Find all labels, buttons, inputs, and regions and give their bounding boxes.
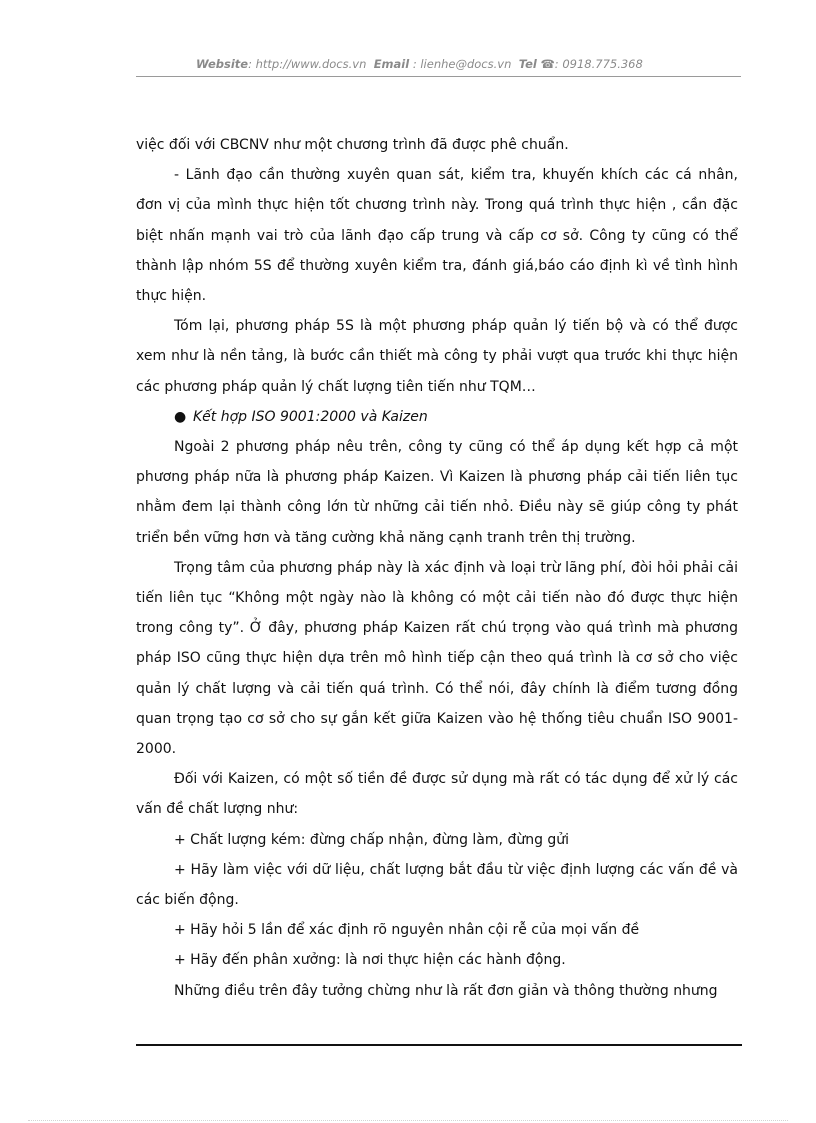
document-body <box>136 130 738 1006</box>
footer-divider <box>136 1044 742 1046</box>
paragraph-4: Ngoài 2 phương pháp nêu trên, công ty cũng có thể áp dụng kết hợp cả một phương pháp nữa là phương pháp Kaizen. Vì Kaizen là phương pháp cải tiến liên tục nhằm đem lại thành công lớn từ những cải tiến nhỏ. Điều này sẽ giúp công ty phát triển bền vững hơn và tăng cường khả năng cạnh tranh trên thị trường. <box>136 439 738 546</box>
paragraph-5: Trọng tâm của phương pháp này là xác định và loại trừ lãng phí, đòi hỏi phải cải tiến liên tục “Không một ngày nào là không có một cải tiến nào đó được thực hiện trong công ty”. Ở đây, phương pháp Kaizen rất chú trọng vào quá trình mà phương pháp ISO cũng thực hiện dựa trên mô hình tiếp cận theo quá trình là cơ sở cho việc quản lý chất lượng và cải tiến quá trình. Có thể nói, đây chính là điểm tương đồng quan trọng tạo cơ sở cho sự gắn kết giữa Kaizen vào hệ thống tiêu chuẩn ISO 9001- 2000. <box>136 559 738 758</box>
page-header <box>196 57 756 71</box>
phone-icon: ☎ <box>540 57 555 71</box>
header-divider <box>136 76 741 77</box>
email-address[interactable]: : lienhe@docs.vn <box>412 57 512 71</box>
plus-item-1: + Chất lượng kém: đừng chấp nhận, đừng làm, đừng gửi <box>174 831 570 848</box>
bullet-heading: Kết hợp ISO 9001:2000 và Kaizen <box>193 408 428 425</box>
plus-item-2: + Hãy làm việc với dữ liệu, chất lượng bắt đầu từ việc định lượng các vấn đề và các biến động. <box>136 861 738 909</box>
plus-item-3: + Hãy hỏi 5 lần để xác định rõ nguyên nhân cội rễ của mọi vấn đề <box>174 922 640 939</box>
bullet-heading-item <box>136 402 738 432</box>
bullet-dot-icon: ● <box>174 408 187 425</box>
paragraph-1: việc đối với CBCNV như một chương trình đã được phê chuẩn. <box>136 137 569 153</box>
paragraph-6: Đối với Kaizen, có một số tiền đề được sử dụng mà rất có tác dụng để xử lý các vấn đề chất lượng như: <box>136 771 738 818</box>
website-label: Website <box>196 57 249 71</box>
paragraph-7: Những điều trên đây tưởng chừng như là rất đơn giản và thông thường nhưng <box>174 982 718 999</box>
tel-number: : 0918.775.368 <box>554 57 643 71</box>
paragraph-2: - Lãnh đạo cần thường xuyên quan sát, kiểm tra, khuyến khích các cá nhân, đơn vị của mình thực hiện tốt chương trình này. Trong quá trình thực hiện , cần đặc biệt nhấn mạnh vai trò của lãnh đạo cấp trung và cấp cơ sở. Công ty cũng có thể thành lập nhóm 5S để thường xuyên kiểm tra, đánh giá,báo cáo định kì về tình hình thực hiện. <box>136 167 738 305</box>
email-label: Email <box>373 57 410 71</box>
website-url[interactable]: : http://www.docs.vn <box>248 57 367 71</box>
paragraph-3: Tóm lại, phương pháp 5S là một phương pháp quản lý tiến bộ và có thể được xem như là nền tảng, là bước cần thiết mà công ty phải vượt qua trước khi thực hiện các phương pháp quản lý chất lượng tiên tiến như TQM… <box>136 318 738 395</box>
plus-item-4: + Hãy đến phân xưởng: là nơi thực hiện các hành động. <box>174 952 566 969</box>
tel-label: Tel <box>518 57 537 71</box>
page-edge-line <box>28 1120 788 1121</box>
